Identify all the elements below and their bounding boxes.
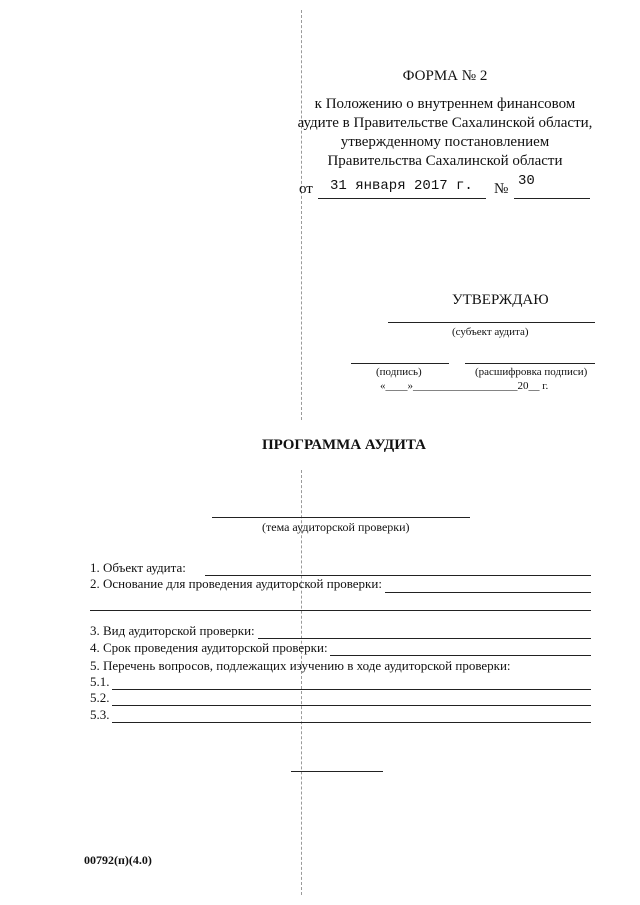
header-line-4: Правительства Сахалинской области <box>327 153 563 169</box>
item-audit-basis-line-2 <box>90 610 591 611</box>
topic-line <box>212 517 470 518</box>
end-separator <box>291 771 383 772</box>
item-question-5-3-line <box>112 722 591 723</box>
topic-caption: (тема аудиторской проверки) <box>262 520 410 534</box>
item-question-5-3: 5.3. <box>90 707 110 722</box>
date-underline <box>318 198 486 199</box>
item-question-5-2-line <box>112 705 591 706</box>
approval-date-line: «____»___________________20__ г. <box>380 380 549 392</box>
header-line-2: аудите в Правительстве Сахалинской области, <box>297 115 593 131</box>
date-prefix: от <box>299 181 313 197</box>
item-audit-type: 3. Вид аудиторской проверки: <box>90 623 255 638</box>
item-audit-term-line <box>330 655 591 656</box>
item-question-5-2: 5.2. <box>90 690 110 705</box>
item-audit-term: 4. Срок проведения аудиторской проверки: <box>90 640 328 655</box>
item-audit-object: 1. Объект аудита: <box>90 560 186 575</box>
approval-title: УТВЕРЖДАЮ <box>452 292 549 308</box>
item-audit-basis: 2. Основание для проведения аудиторской проверки: <box>90 576 382 591</box>
header-line-3: утвержденному постановлением <box>340 134 550 150</box>
order-date: 31 января 2017 г. <box>330 178 473 194</box>
decipher-caption: (расшифровка подписи) <box>475 366 588 378</box>
form-code: 00792(п)(4.0) <box>84 853 152 867</box>
form-label: ФОРМА № 2 <box>402 68 488 84</box>
approval-subject-caption: (субъект аудита) <box>452 326 529 338</box>
signature-line <box>351 363 449 364</box>
order-number: 30 <box>518 173 535 189</box>
document-title: ПРОГРАММА АУДИТА <box>262 437 427 453</box>
item-audit-type-line <box>258 638 591 639</box>
number-sign: № <box>494 181 509 197</box>
header-line-1: к Положению о внутреннем финансовом <box>314 96 576 112</box>
number-underline <box>514 198 590 199</box>
item-question-5-1-line <box>112 689 591 690</box>
decipher-line <box>465 363 595 364</box>
item-question-5-1: 5.1. <box>90 674 110 689</box>
item-audit-basis-line <box>385 592 591 593</box>
item-audit-questions: 5. Перечень вопросов, подлежащих изучению в ходе аудиторской проверки: <box>90 658 511 673</box>
signature-caption: (подпись) <box>376 366 422 378</box>
approval-subject-line <box>388 322 595 323</box>
